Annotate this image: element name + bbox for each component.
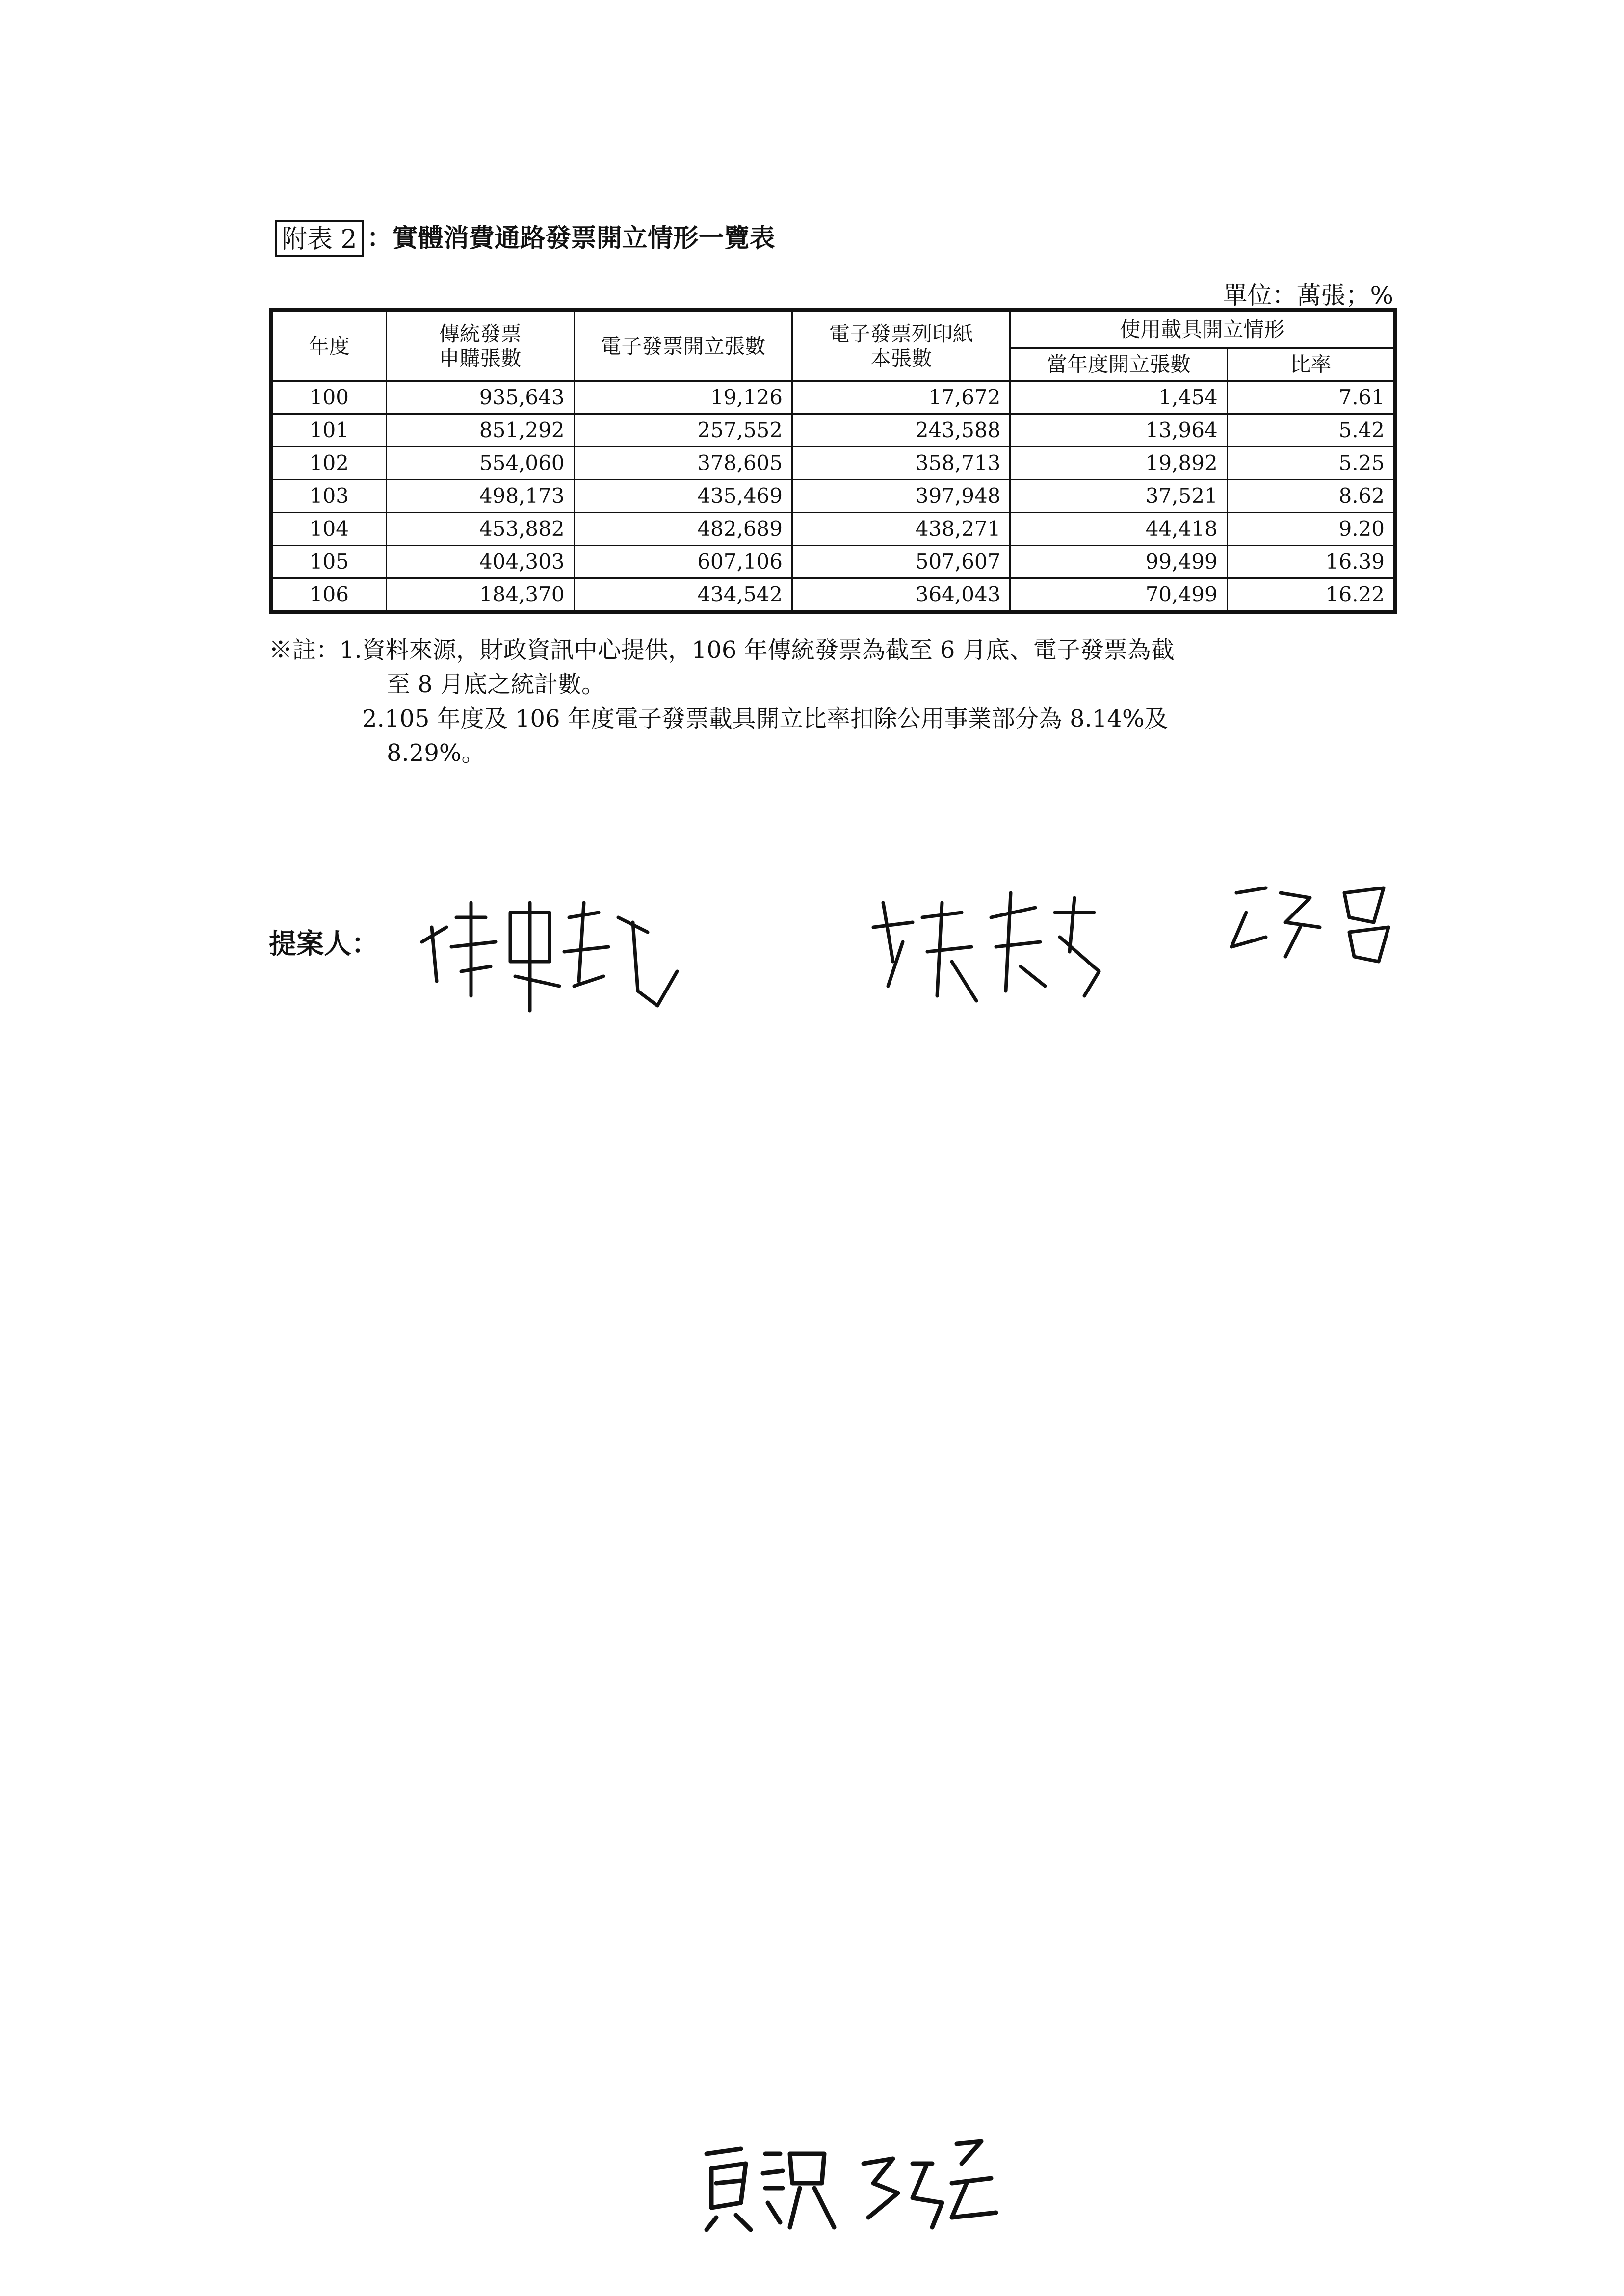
cell-carrier-ratio: 5.25 bbox=[1227, 447, 1395, 480]
cell-e-print: 397,948 bbox=[792, 480, 1010, 513]
title-text: ：實體消費通路發票開立情形一覽表 bbox=[367, 223, 775, 253]
cell-e-print: 438,271 bbox=[792, 513, 1010, 546]
cell-year: 106 bbox=[271, 578, 386, 613]
cell-year: 101 bbox=[271, 414, 386, 447]
table-title bbox=[275, 220, 775, 257]
cell-traditional: 554,060 bbox=[386, 447, 574, 480]
cell-carrier-ratio: 7.61 bbox=[1227, 381, 1395, 414]
handwritten-page-mark bbox=[697, 2134, 1011, 2232]
invoice-table bbox=[269, 308, 1397, 614]
signature-2 bbox=[873, 893, 1099, 1001]
cell-e-print: 364,043 bbox=[792, 578, 1010, 613]
cell-e-print: 358,713 bbox=[792, 447, 1010, 480]
handwritten-signatures bbox=[402, 873, 1501, 1020]
table-row bbox=[271, 480, 1395, 513]
cell-carrier-count: 99,499 bbox=[1010, 546, 1227, 578]
cell-carrier-count: 13,964 bbox=[1010, 414, 1227, 447]
header-year: 年度 bbox=[271, 310, 386, 381]
cell-carrier-ratio: 9.20 bbox=[1227, 513, 1395, 546]
signature-3 bbox=[1231, 888, 1388, 962]
cell-traditional: 453,882 bbox=[386, 513, 574, 546]
note-2-line-2: 8.29%。 bbox=[387, 739, 485, 767]
cell-carrier-count: 1,454 bbox=[1010, 381, 1227, 414]
cell-carrier-ratio: 5.42 bbox=[1227, 414, 1395, 447]
cell-e-print: 243,588 bbox=[792, 414, 1010, 447]
header-traditional bbox=[386, 310, 574, 381]
cell-e-invoice: 378,605 bbox=[574, 447, 792, 480]
cell-carrier-count: 44,418 bbox=[1010, 513, 1227, 546]
proposer-label: 提案人： bbox=[269, 928, 379, 960]
cell-traditional: 851,292 bbox=[386, 414, 574, 447]
cell-traditional: 935,643 bbox=[386, 381, 574, 414]
cell-year: 102 bbox=[271, 447, 386, 480]
cell-year: 103 bbox=[271, 480, 386, 513]
header-traditional-text: 傳統發票 申購張數 bbox=[439, 321, 522, 370]
cell-e-invoice: 482,689 bbox=[574, 513, 792, 546]
note-2-line-1: 2.105 年度及 106 年度電子發票載具開立比率扣除公用事業部分為 8.14%及 bbox=[362, 705, 1168, 732]
cell-year: 100 bbox=[271, 381, 386, 414]
cell-e-invoice: 19,126 bbox=[574, 381, 792, 414]
cell-carrier-ratio: 16.22 bbox=[1227, 578, 1395, 613]
cell-e-print: 507,607 bbox=[792, 546, 1010, 578]
note-1-line-2: 至 8 月底之統計數。 bbox=[387, 671, 605, 698]
cell-traditional: 498,173 bbox=[386, 480, 574, 513]
cell-carrier-count: 37,521 bbox=[1010, 480, 1227, 513]
cell-e-invoice: 607,106 bbox=[574, 546, 792, 578]
unit-label: 單位：萬張；% bbox=[1223, 281, 1393, 310]
cell-year: 104 bbox=[271, 513, 386, 546]
table-row bbox=[271, 447, 1395, 480]
header-carrier-count: 當年度開立張數 bbox=[1010, 348, 1227, 381]
table-row bbox=[271, 513, 1395, 546]
cell-traditional: 404,303 bbox=[386, 546, 574, 578]
signature-1 bbox=[422, 903, 677, 1011]
cell-e-print: 17,672 bbox=[792, 381, 1010, 414]
cell-e-invoice: 435,469 bbox=[574, 480, 792, 513]
cell-carrier-ratio: 8.62 bbox=[1227, 480, 1395, 513]
header-carrier-group: 使用載具開立情形 bbox=[1010, 310, 1395, 348]
table-row bbox=[271, 381, 1395, 414]
table-row bbox=[271, 414, 1395, 447]
table-row bbox=[271, 578, 1395, 613]
table-row bbox=[271, 546, 1395, 578]
footnotes bbox=[269, 633, 1407, 770]
cell-e-invoice: 257,552 bbox=[574, 414, 792, 447]
cell-carrier-count: 70,499 bbox=[1010, 578, 1227, 613]
cell-traditional: 184,370 bbox=[386, 578, 574, 613]
cell-e-invoice: 434,542 bbox=[574, 578, 792, 613]
header-carrier-ratio: 比率 bbox=[1227, 348, 1395, 381]
cell-carrier-ratio: 16.39 bbox=[1227, 546, 1395, 578]
note-1-line-1: ※註：1.資料來源，財政資訊中心提供，106 年傳統發票為截至 6 月底、電子發票為截 bbox=[269, 636, 1175, 664]
header-e-invoice: 電子發票開立張數 bbox=[574, 310, 792, 381]
header-e-print bbox=[792, 310, 1010, 381]
cell-year: 105 bbox=[271, 546, 386, 578]
appendix-label: 附表 2 bbox=[275, 220, 364, 257]
header-e-print-text: 電子發票列印紙 本張數 bbox=[829, 321, 973, 370]
cell-carrier-count: 19,892 bbox=[1010, 447, 1227, 480]
